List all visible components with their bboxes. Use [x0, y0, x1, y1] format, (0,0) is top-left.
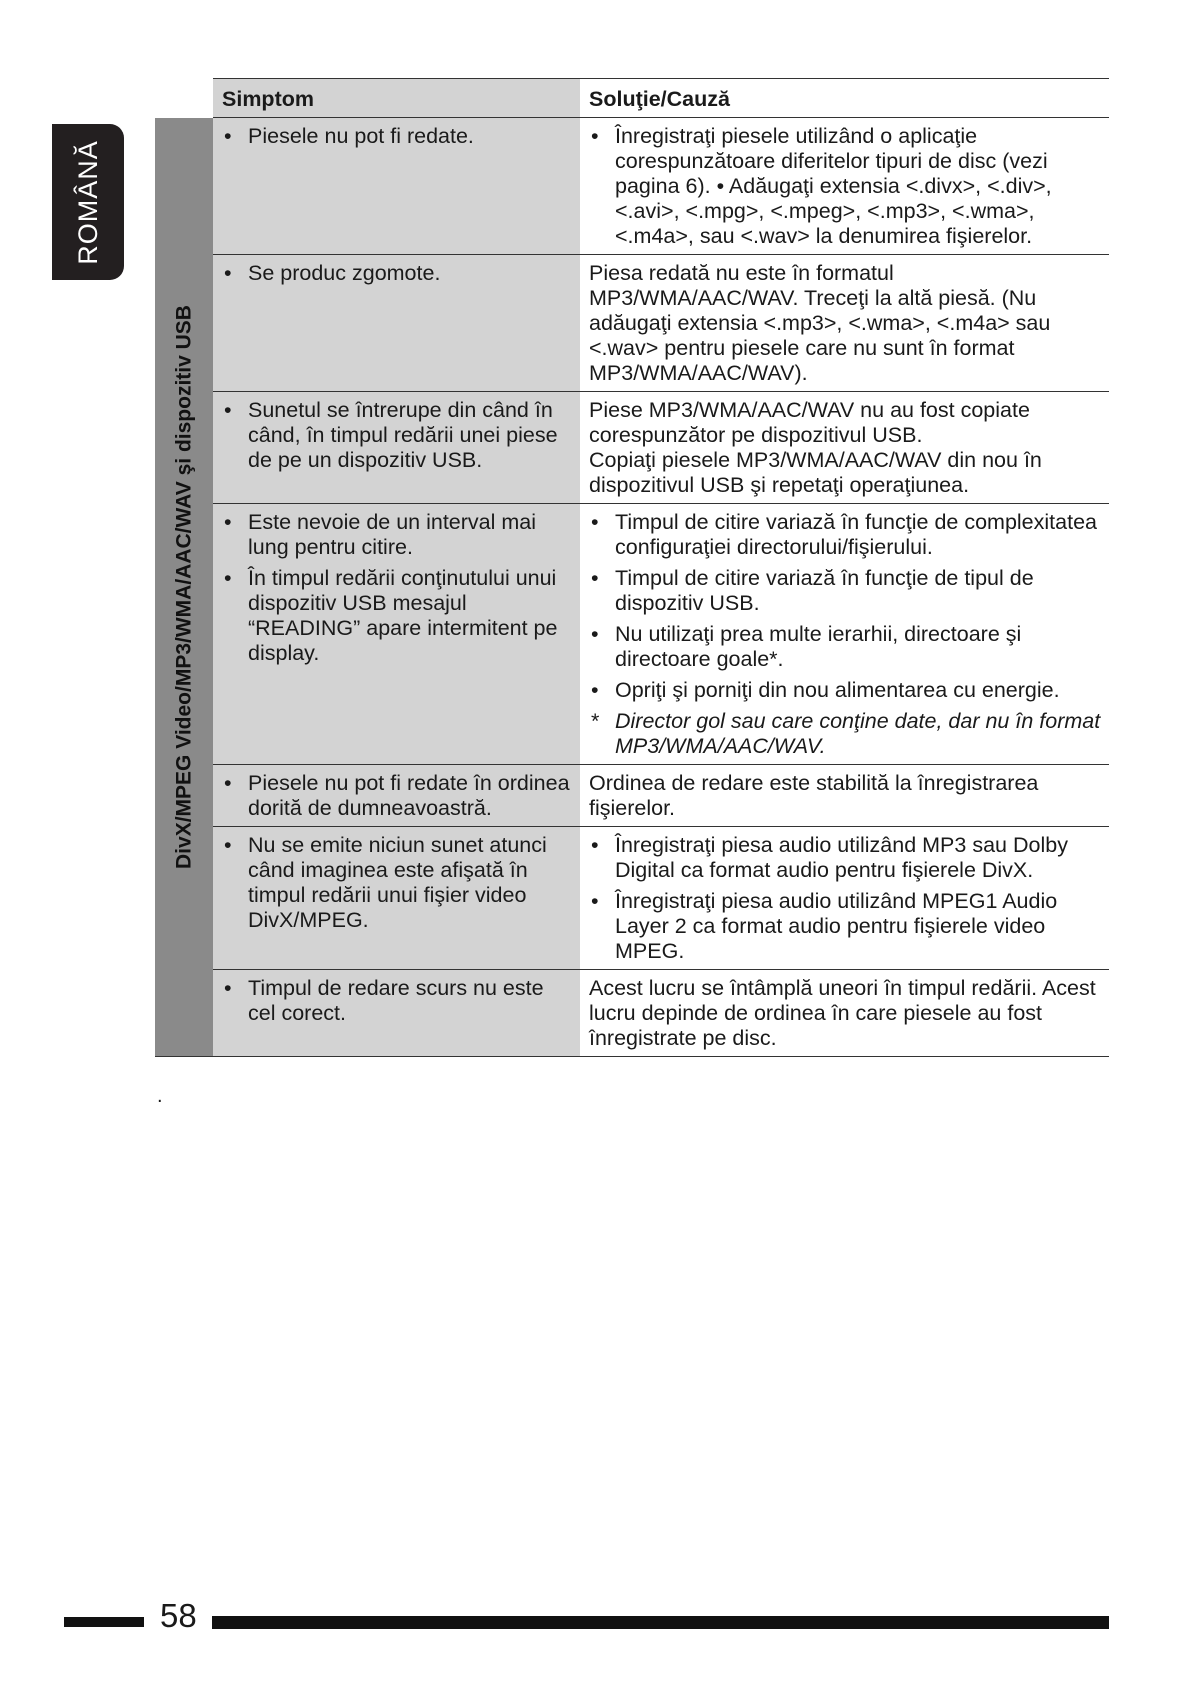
troubleshooting-table	[155, 78, 1109, 1057]
symptom-list	[222, 510, 572, 666]
solution-item: • Înregistraţi piesa audio utilizând MPEG1 Audio Layer 2 ca format audio pentru fişierele video MPEG.	[589, 889, 1101, 964]
language-tab	[52, 124, 124, 280]
footer-bar-right	[212, 1616, 1109, 1629]
category-side-label: DivX/MPEG Video/MP3/WMA/AAC/WAV şi dispozitiv USB	[172, 304, 196, 869]
table-row	[155, 827, 1109, 970]
solution-list	[589, 124, 1101, 249]
table-row	[155, 970, 1109, 1057]
table-row	[155, 118, 1109, 255]
solution-cell	[580, 827, 1109, 970]
symptom-cell	[213, 504, 580, 765]
symptom-cell	[213, 765, 580, 827]
solution-text: Ordinea de redare este stabilită la înregistrarea fişierelor.	[589, 771, 1039, 820]
symptom-list	[222, 976, 572, 1026]
solution-text: Acest lucru se întâmplă uneori în timpul redării. Acest lucru depinde de ordinea în care piesele au fost înregistrate pe disc.	[589, 976, 1096, 1050]
footer-bar-left	[64, 1617, 144, 1627]
solution-cell	[580, 255, 1109, 392]
symptom-cell	[213, 970, 580, 1057]
page-number: 58	[160, 1597, 197, 1634]
solution-cell	[580, 970, 1109, 1057]
solution-text: Piese MP3/WMA/AAC/WAV nu au fost copiate corespunzător pe dispozitivul USB.	[589, 398, 1030, 447]
solution-list	[589, 833, 1101, 964]
header-spacer	[155, 79, 213, 118]
solution-cell	[580, 392, 1109, 504]
solution-list	[589, 510, 1101, 759]
symptom-item: • Nu se emite niciun sunet atunci când imaginea este afişată în timpul redării unui fişier video DivX/MPEG.	[222, 833, 572, 933]
table-row	[155, 765, 1109, 827]
solution-item: • Înregistraţi piesa audio utilizând MP3 sau Dolby Digital ca format audio pentru fişierele DivX.	[589, 833, 1101, 883]
header-solution: Soluţie/Cauză	[580, 79, 1109, 118]
solution-cell	[580, 504, 1109, 765]
solution-cell	[580, 118, 1109, 255]
solution-text: Piesa redată nu este în formatul MP3/WMA/AAC/WAV. Treceţi la altă piesă. (Nu adăugaţi extensia <.mp3>, <.wma>, <.m4a> sau <.wav> pentru piesele care nu sunt în format MP3/WMA/AAC/WAV).	[589, 261, 1051, 385]
symptom-item: • Piesele nu pot fi redate.	[222, 124, 572, 149]
symptom-item: • Este nevoie de un interval mai lung pentru citire.	[222, 510, 572, 560]
solution-item: • Timpul de citire variază în funcţie de tipul de dispozitiv USB.	[589, 566, 1101, 616]
language-tab-label: ROMÂNĂ	[72, 139, 103, 265]
solution-footnote: * Director gol sau care conţine date, dar nu în format MP3/WMA/AAC/WAV.	[589, 709, 1101, 759]
symptom-item: • Sunetul se întrerupe din când în când, în timpul redării unei piese de pe un dispozitiv USB.	[222, 398, 572, 473]
solution-text: Copiaţi piesele MP3/WMA/AAC/WAV din nou în dispozitivul USB şi repetaţi operaţiunea.	[589, 448, 1042, 497]
symptom-cell	[213, 118, 580, 255]
symptom-item: • Piesele nu pot fi redate în ordinea dorită de dumneavoastră.	[222, 771, 572, 821]
header-symptom: Simptom	[213, 79, 580, 118]
table-row	[155, 392, 1109, 504]
symptom-cell	[213, 255, 580, 392]
symptom-item: • În timpul redării conţinutului unui dispozitiv USB mesajul “READING” apare intermitent pe display.	[222, 566, 572, 666]
category-side-cell	[155, 118, 213, 1057]
table-body	[155, 118, 1109, 1057]
solution-item: • Timpul de citire variază în funcţie de complexitatea configuraţiei directorului/fişierului.	[589, 510, 1101, 560]
symptom-item: • Timpul de redare scurs nu este cel corect.	[222, 976, 572, 1026]
solution-item: • Opriţi şi porniţi din nou alimentarea cu energie.	[589, 678, 1101, 703]
symptom-list	[222, 261, 572, 286]
solution-cell	[580, 765, 1109, 827]
table-row	[155, 255, 1109, 392]
table-header-row	[155, 79, 1109, 118]
symptom-list	[222, 124, 572, 149]
symptom-item: • Se produc zgomote.	[222, 261, 572, 286]
symptom-cell	[213, 392, 580, 504]
table-row	[155, 504, 1109, 765]
solution-item: • Nu utilizaţi prea multe ierarhii, directoare şi directoare goale*.	[589, 622, 1101, 672]
symptom-list	[222, 771, 572, 821]
symptom-list	[222, 833, 572, 933]
stray-mark: .	[157, 1085, 163, 1107]
symptom-cell	[213, 827, 580, 970]
symptom-list	[222, 398, 572, 473]
solution-item: • Înregistraţi piesele utilizând o aplicaţie corespunzătoare diferitelor tipuri de disc (vezi pagina 6). • Adăugaţi extensia <.divx>, <.div>, <.avi>, <.mpg>, <.mpeg>, <.mp3>, <.wma>, <.m4a>, sau <.wav> la denumirea fişierelor.	[589, 124, 1101, 249]
